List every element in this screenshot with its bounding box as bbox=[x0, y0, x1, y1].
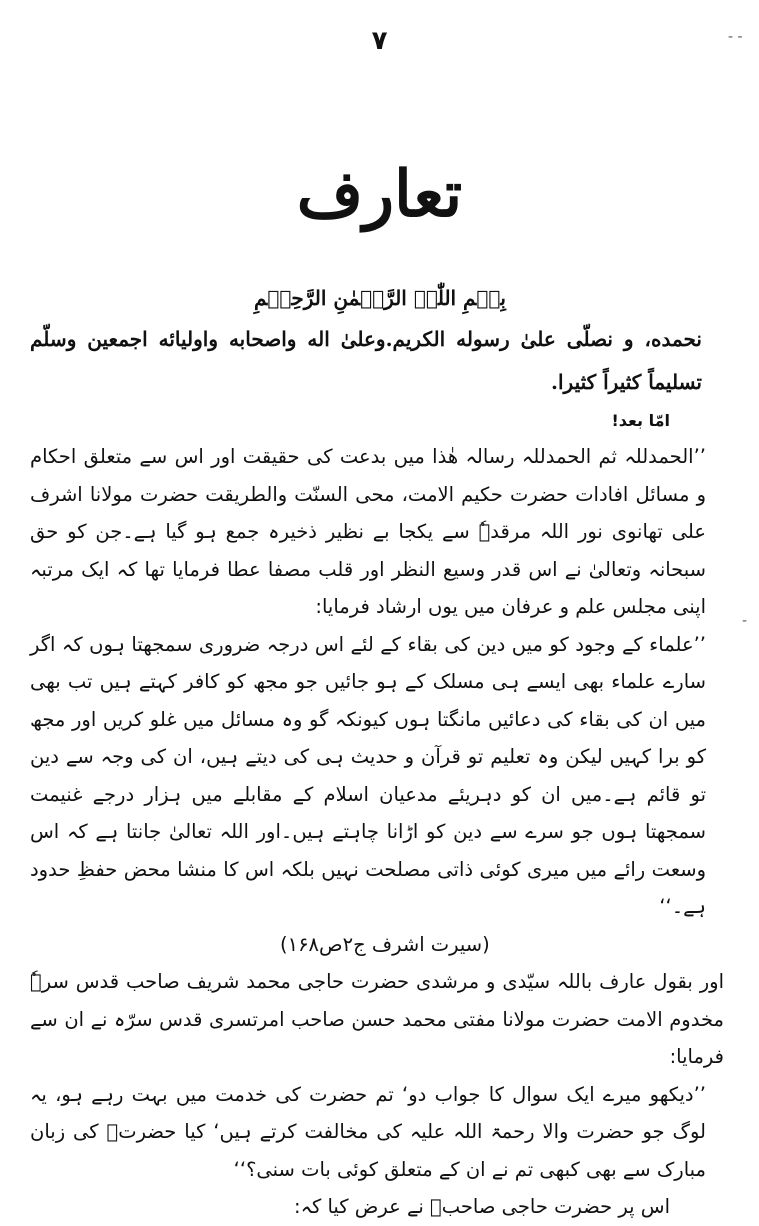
invocation-text: نحمده، و نصلّی علیٰ رسوله الکریم.وعلیٰ اله واصحابه واولیائه اجمعین وسلّم تسلیماً کثیراً کثیرا. bbox=[30, 327, 703, 394]
quote-paragraph: ’’علماء کے وجود کو میں دین کی بقاء کے لئے اس درجہ ضروری سمجھتا ہوں کہ اگر سارے علماء بھی ایسے ہی مسلک کے ہو جائیں جو مجھ کو کافر کہتے ہیں تب بھی میں ان کی بقاء کی دعائیں مانگتا ہوں کیونکہ گو وہ مسائل میں غلو کریں اور مجھ کو برا کہیں لیکن وہ تعلیم تو قرآن و حدیث ہی کی دیتے ہیں، ان کی وجہ سے دین تو قائم ہے۔میں ان کو دہریئے مدعیان اسلام کے مقابلے میں ہزار درجے غنیمت سمجھتا ہوں جو سرے سے دین کو اڑانا چاہتے ہیں۔اور اللہ تعالیٰ جانتا ہے کہ اس وسعت رائے میں میری کوئی ذاتی مصلحت نہیں بلکہ اس کا منشا محض حفظِ حدود ہے۔‘‘ bbox=[30, 632, 706, 918]
second-paragraph: اور بقول عارف باللہ سیّدی و مرشدی حضرت حاجی محمد شریف صاحب قدس سرہٗ مخدوم الامت حضرت مولانا مفتی محمد حسن صاحب امرتسری قدس سرّہ نے ان سے فرمایا: bbox=[30, 970, 724, 1068]
page-number: ٧ bbox=[371, 26, 388, 56]
page-title: تعارف bbox=[296, 157, 463, 232]
margin-mark-right: - bbox=[742, 613, 748, 629]
bismillah: بِسۡمِ اللّٰہِ الرَّحۡمٰنِ الرَّحِیۡمِ bbox=[254, 286, 506, 310]
closing-line: اس پر حضرت حاجی صاحبؒ نے عرض کیا کہ: bbox=[294, 1195, 670, 1218]
intro-paragraph: ’’الحمدللہ ثم الحمدللہ رسالہ ھٰذا میں بدعت کی حقیقت اور اس سے متعلق احکام و مسائل افادات حضرت حکیم الامت، محی السنّت والطریقت حضرت مولانا اشرف علی تھانوی نور اللہ مرقدہٗ سے یکجا بے نظیر ذخیرہ جمع ہو گیا ہے۔جن کو حق سبحانہ وتعالیٰ نے اس قدر وسیع النظر اور قلب مصفا عطا فرمایا تھا کہ ایک مرتبہ اپنی مجلس علم و عرفان میں یوں ارشاد فرمایا: bbox=[30, 445, 706, 618]
citation: (سیرت اشرف ج۲ص۱۶۸) bbox=[280, 932, 490, 956]
dialogue-paragraph: ’’دیکھو میرے ایک سوال کا جواب دو‘ تم حضرت کی خدمت میں بہت رہے ہو، یہ لوگ جو حضرت والا رحمۃ اللہ علیہ کی مخالفت کرتے ہیں‘ کیا حضرتؒ کی زبان مبارک سے بھی کبھی تم نے ان کے متعلق کوئی بات سنی؟‘‘ bbox=[30, 1082, 706, 1181]
amma-baad: امّا بعد! bbox=[611, 411, 670, 430]
margin-mark-top-right: - - bbox=[728, 29, 743, 45]
body-text bbox=[30, 278, 730, 1226]
